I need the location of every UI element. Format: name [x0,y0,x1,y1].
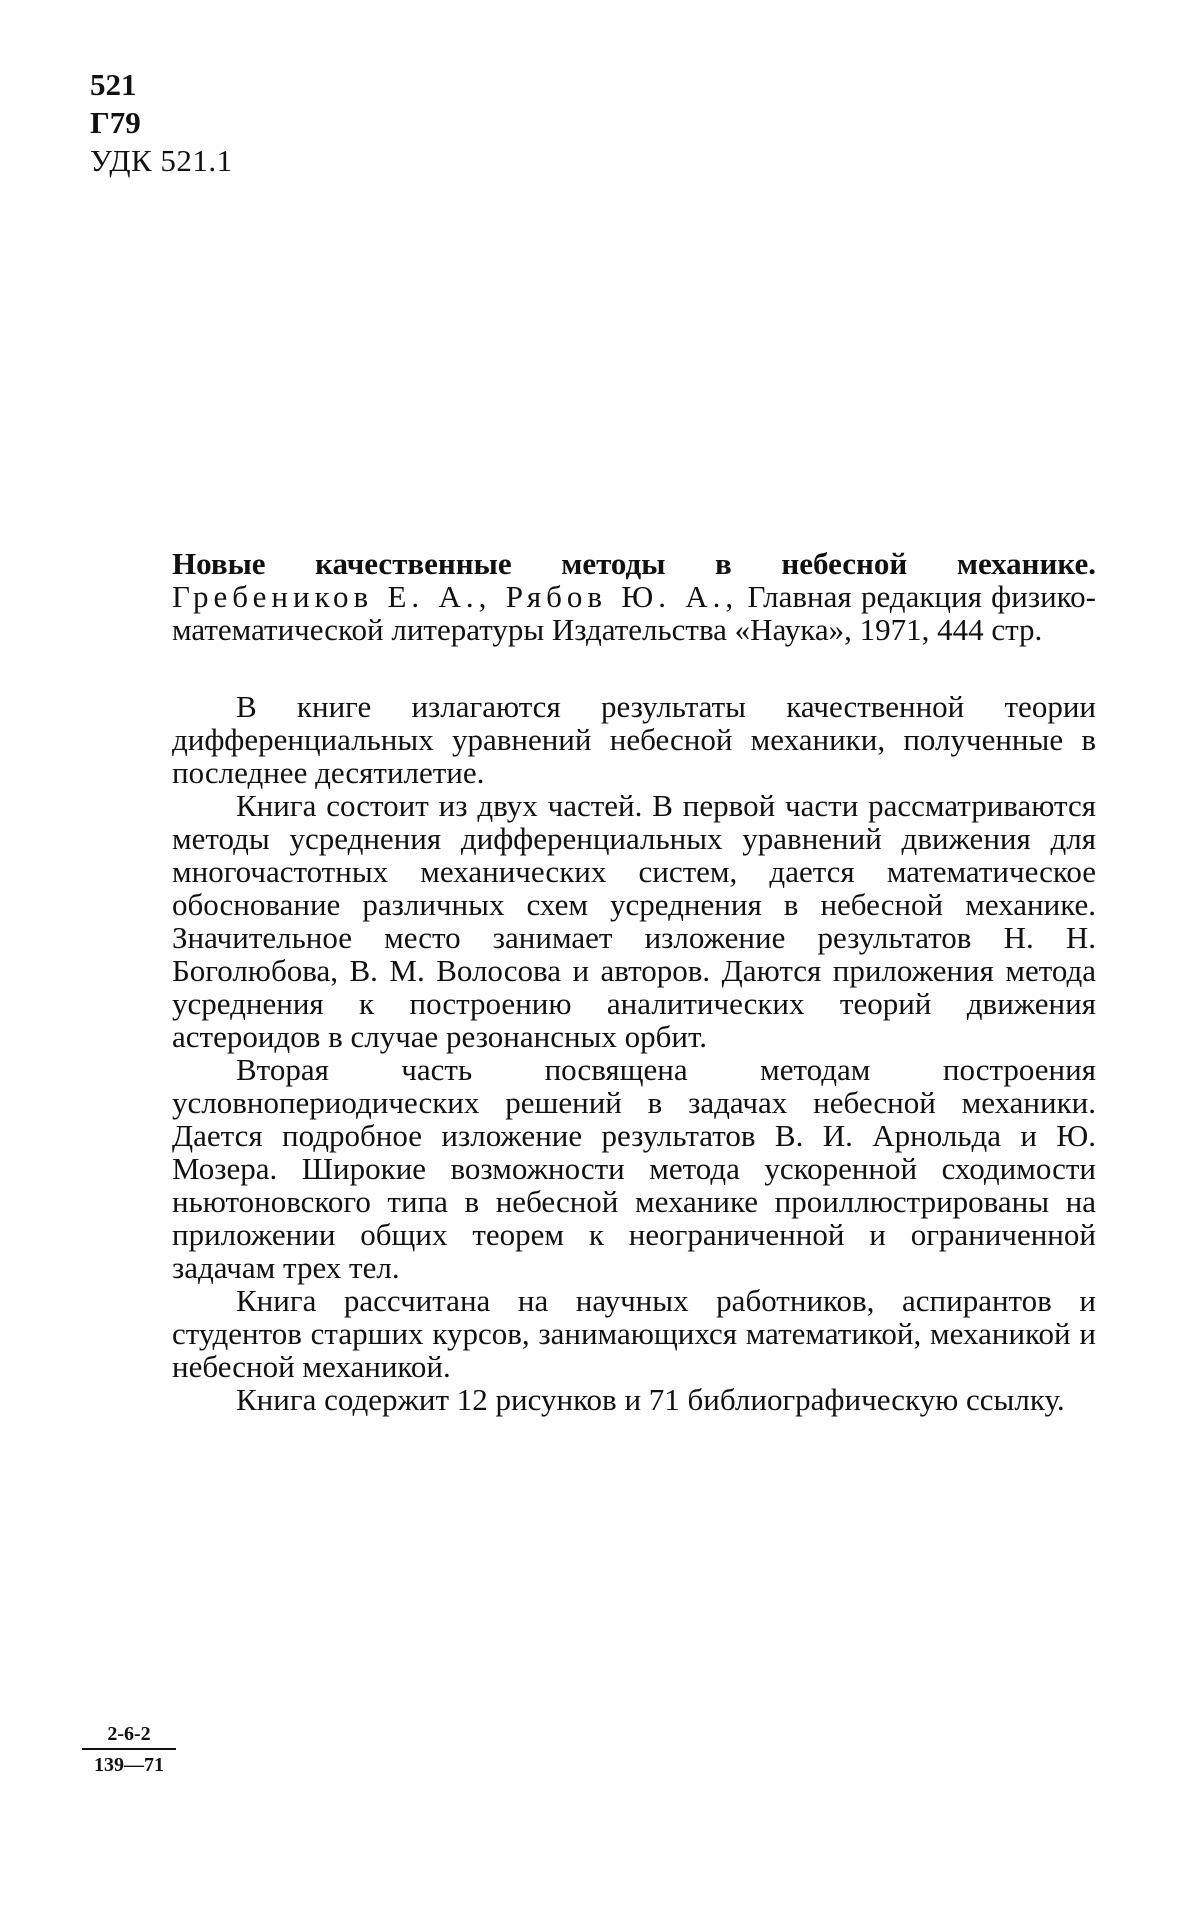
annotation-paragraph: Книга рассчитана на научных работников, аспирантов и студентов старших курсов, занимающихся математикой, механикой и небесной механикой. [172,1283,1096,1384]
annotation-paragraph: Вторая часть посвящена методам построения условнопериодических решений в задачах небесной механики. Дается подробное изложение результатов В. И. Арнольда и Ю. Мозера. Широкие возможности метода ускоренной сходимости ньютоновского типа в небесной механике проиллюстрированы на приложении общих теорем к неограниченной и ограниченной задачам трех тел. [172,1052,1096,1285]
book-title: Новые качественные методы в небесной механике. [172,546,1096,581]
classification-codes [90,66,233,180]
bibliographic-record [172,547,1096,646]
imprint-fraction [82,1722,176,1777]
annotation-paragraph: В книге излагаются результаты качественной теории дифференциальных уравнений небесной механики, полученные в последнее десятилетие. [172,689,1096,790]
annotation-block [172,547,1096,1416]
imprint-numerator: 2-6-2 [82,1722,176,1750]
udk-code: УДК 521.1 [90,143,233,178]
annotation-paragraph: Книга состоит из двух частей. В первой части рассматриваются методы усреднения дифференциальных уравнений движения для многочастотных механических систем, дается математическое обоснование различных схем усреднения в небесной механике. Значительное место занимает изложение результатов Н. Н. Боголюбова, В. М. Волосова и авторов. Даются приложения метода усреднения к построению аналитических теорий движения астероидов в случае резонансных орбит. [172,788,1096,1054]
book-year-pages: 1971, 444 стр. [859,612,1043,647]
book-publisher: Главная редакция физико-математической литературы Издательства «Наука», [172,579,1096,647]
imprint-denominator: 139—71 [94,1754,164,1776]
annotation-paragraph: Книга содержит 12 рисунков и 71 библиографическую ссылку. [236,1382,1065,1417]
bbk-code: 521 [90,67,137,102]
book-authors: Гребеников Е. А., Рябов Ю. А., [172,579,739,614]
author-mark: Г79 [90,105,141,140]
